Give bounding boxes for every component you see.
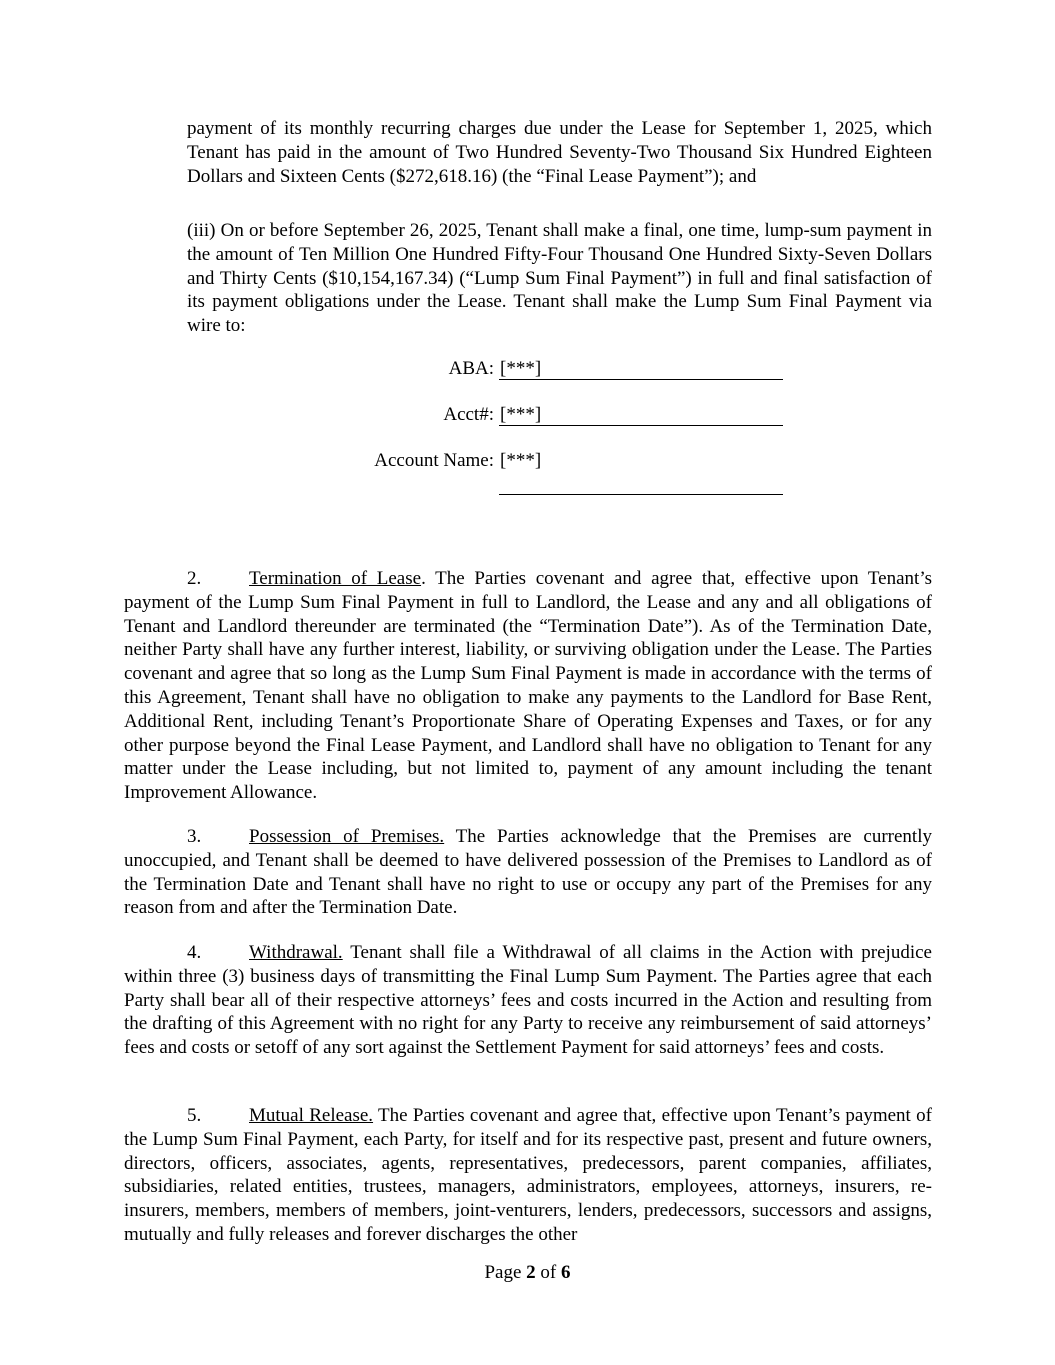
aba-underline [499,379,783,380]
section-text: The Parties covenant and agree that, effective upon Tenant’s payment of the Lump Sum Final Payment, each Party, for itself and for its respective past, present and future owners, directors, officers, associates, agents, representatives, predecessors, parent companies, affiliates, subsidiaries, related entities, trustees, managers, administrators, employees, attorneys, insurers, re-insurers, members, members of members, joint-venturers, lenders, predecessors, successors and assigns, mutually and fully releases and forever discharges the other [124,1105,932,1245]
section-text: The Parties acknowledge that the Premises are currently unoccupied, and Tenant shall be deemed to have delivered possession of the Premises to Landlord as of the Termination Date and Tenant shall have no right to use or occupy any part of the Premises for any reason from and after the Termination Date. [124,826,932,919]
acct-label: Acct#: [443,404,494,425]
wire-aba-row [300,358,800,384]
aba-value: [***] [500,358,542,379]
page-total: 6 [561,1262,571,1283]
section-number: 4. [187,942,202,963]
page-word: Page [484,1262,522,1283]
wire-name-row [300,450,800,476]
section-number: 3. [187,826,202,847]
paragraph-iii: (iii) On or before September 26, 2025, Tenant shall make a final, one time, lump-sum payment in the amount of Ten Million One Hundred Fifty-Four Thousand One Hundred Sixty-Seven Dollars and Thirty Cents ($10,154,167.34) (“Lump Sum Final Payment”) in full and final satisfaction of its payment obligations under the Lease. Tenant shall make the Lump Sum Final Payment via wire to: [187,220,932,337]
section-text: . The Parties covenant and agree that, effective upon Tenant’s payment of the Lump Sum Final Payment in full to Landlord, the Lease and any and all obligations of Tenant and Landlord thereunder are terminated (the “Termination Date”). As of the Termination Date, neither Party shall have any further interest, liability, or surviving obligation under the Lease. The Parties covenant and agree that so long as the Lump Sum Final Payment is made in accordance with the terms of this Agreement, Tenant shall have no obligation to make any payments to the Landlord for Base Rent, Additional Rent, including Tenant’s Proportionate Share of Operating Expenses and Taxes, or for any other purpose beyond the Final Lease Payment, and Landlord shall have no obligation to Tenant for any matter under the Lease including, but not limited to, payment of any amount including the tenant Improvement Allowance. [124,568,932,804]
section-number: 2. [187,568,202,589]
section-mutual-release [124,1104,932,1247]
aba-label: ABA: [448,358,494,379]
page-footer [0,1262,1055,1284]
account-name-label: Account Name: [374,450,494,471]
page-current: 2 [526,1262,536,1283]
section-termination [124,567,932,805]
section-heading: Termination of Lease [249,568,422,589]
acct-value: [***] [500,404,542,425]
paragraph-continuation: payment of its monthly recurring charges due under the Lease for September 1, 2025, which Tenant has paid in the amount of Two Hundred Seventy-Two Thousand Six Hundred Eighteen Dollars and Sixteen Cents ($272,618.16) (the “Final Lease Payment”); and [187,118,932,187]
section-heading: Possession of Premises. [249,826,445,847]
account-name-value: [***] [500,450,542,471]
of-word: of [540,1262,557,1283]
acct-underline [499,425,783,426]
section-heading: Withdrawal. [249,942,343,963]
section-possession [124,825,932,920]
account-name-underline [499,494,783,495]
section-heading: Mutual Release. [249,1105,374,1126]
wire-acct-row [300,404,800,430]
section-number: 5. [187,1105,202,1126]
section-text: Tenant shall file a Withdrawal of all claims in the Action with prejudice within three (3) business days of transmitting the Final Lump Sum Payment. The Parties agree that each Party shall bear all of their respective attorneys’ fees and costs incurred in the Action and resulting from the drafting of this Agreement with no right for any Party to receive any reimbursement of said attorneys’ fees and costs or setoff of any sort against the Settlement Payment for said attorneys’ fees and costs. [124,942,932,1059]
section-withdrawal [124,941,932,1060]
